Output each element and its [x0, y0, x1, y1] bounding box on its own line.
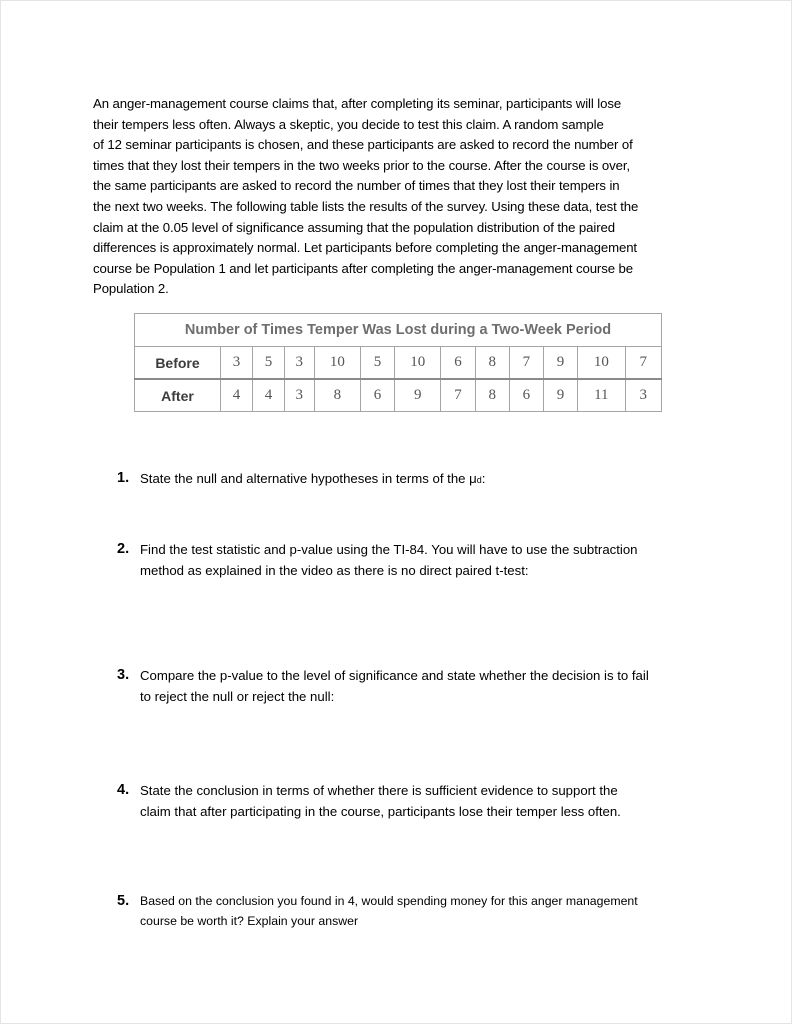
before-value: 3: [220, 347, 252, 380]
question-5: [117, 892, 717, 931]
after-value: 9: [543, 379, 577, 412]
after-value: 9: [395, 379, 441, 412]
question-text-part: :: [481, 471, 486, 486]
before-value: 10: [395, 347, 441, 380]
intro-line: times that they lost their tempers in the two weeks prior to the course. After the course is over,: [93, 157, 630, 173]
question-text: [140, 892, 717, 931]
before-value: 7: [509, 347, 543, 380]
after-row: [135, 379, 662, 412]
question-line: Compare the p-value to the level of significance and state whether the decision is to fail: [140, 668, 649, 683]
intro-line: An anger-management course claims that, after completing its seminar, participants will lose: [93, 96, 622, 111]
mu-symbol: μ: [469, 471, 477, 486]
before-value: 10: [314, 347, 360, 380]
intro-line: the next two weeks. The following table lists the results of the survey. Using these data, test the: [93, 198, 639, 214]
question-line: Based on the conclusion you found in 4, would spending money for this anger management: [140, 894, 638, 908]
question-text-part: State the null and alternative hypotheses in terms of the: [140, 471, 470, 486]
question-1: [117, 469, 717, 491]
after-value: 4: [220, 379, 252, 412]
intro-line: of 12 seminar participants is chosen, and these participants are asked to record the number of: [93, 137, 633, 153]
question-text: [140, 469, 717, 491]
question-line: Find the test statistic and p-value using the TI-84. You will have to use the subtraction: [140, 542, 638, 557]
question-text: [140, 540, 717, 581]
before-value: 5: [360, 347, 394, 380]
question-text: [140, 666, 717, 707]
question-3: [117, 666, 717, 707]
before-value: 3: [284, 347, 314, 380]
before-value: 5: [252, 347, 284, 380]
before-value: 7: [625, 347, 661, 380]
after-value: 8: [475, 379, 509, 412]
intro-line: Population 2.: [93, 281, 169, 297]
before-value: 10: [578, 347, 625, 380]
intro-paragraph: [93, 94, 713, 300]
question-line: State the conclusion in terms of whether there is sufficient evidence to support the: [140, 783, 618, 798]
question-number: 2.: [117, 541, 130, 557]
mu-subscript: d: [476, 475, 482, 485]
intro-line: differences is approximately normal. Let participants before completing the anger-management: [93, 240, 637, 256]
temper-data-table: [134, 313, 662, 412]
after-label: After: [135, 379, 221, 412]
after-value: 6: [509, 379, 543, 412]
question-line: to reject the null or reject the null:: [140, 688, 335, 704]
question-number: 1.: [117, 470, 130, 486]
after-value: 11: [578, 379, 625, 412]
question-number: 5.: [117, 893, 130, 909]
before-value: 8: [475, 347, 509, 380]
before-row: [135, 347, 662, 380]
after-value: 3: [625, 379, 661, 412]
intro-line: the same participants are asked to record the number of times that they lost their tempers in: [93, 178, 620, 194]
question-2: [117, 540, 717, 581]
before-value: 6: [441, 347, 475, 380]
intro-line: their tempers less often. Always a skeptic, you decide to test this claim. A random sample: [93, 116, 604, 132]
after-value: 3: [284, 379, 314, 412]
before-value: 9: [543, 347, 577, 380]
after-value: 8: [314, 379, 360, 412]
question-number: 3.: [117, 667, 130, 683]
table-title: Number of Times Temper Was Lost during a Two-Week Period: [135, 314, 662, 347]
question-line: method as explained in the video as there is no direct paired t-test:: [140, 562, 529, 578]
intro-line: course be Population 1 and let participants after completing the anger-management course be: [93, 260, 633, 276]
after-value: 4: [252, 379, 284, 412]
after-value: 6: [360, 379, 394, 412]
question-4: [117, 781, 717, 822]
intro-line: claim at the 0.05 level of significance assuming that the population distribution of the paired: [93, 219, 615, 235]
after-value: 7: [441, 379, 475, 412]
question-number: 4.: [117, 782, 130, 798]
question-text: [140, 781, 717, 822]
question-line: claim that after participating in the course, participants lose their temper less often.: [140, 803, 621, 819]
before-label: Before: [135, 347, 221, 380]
question-line: course be worth it? Explain your answer: [140, 913, 359, 928]
